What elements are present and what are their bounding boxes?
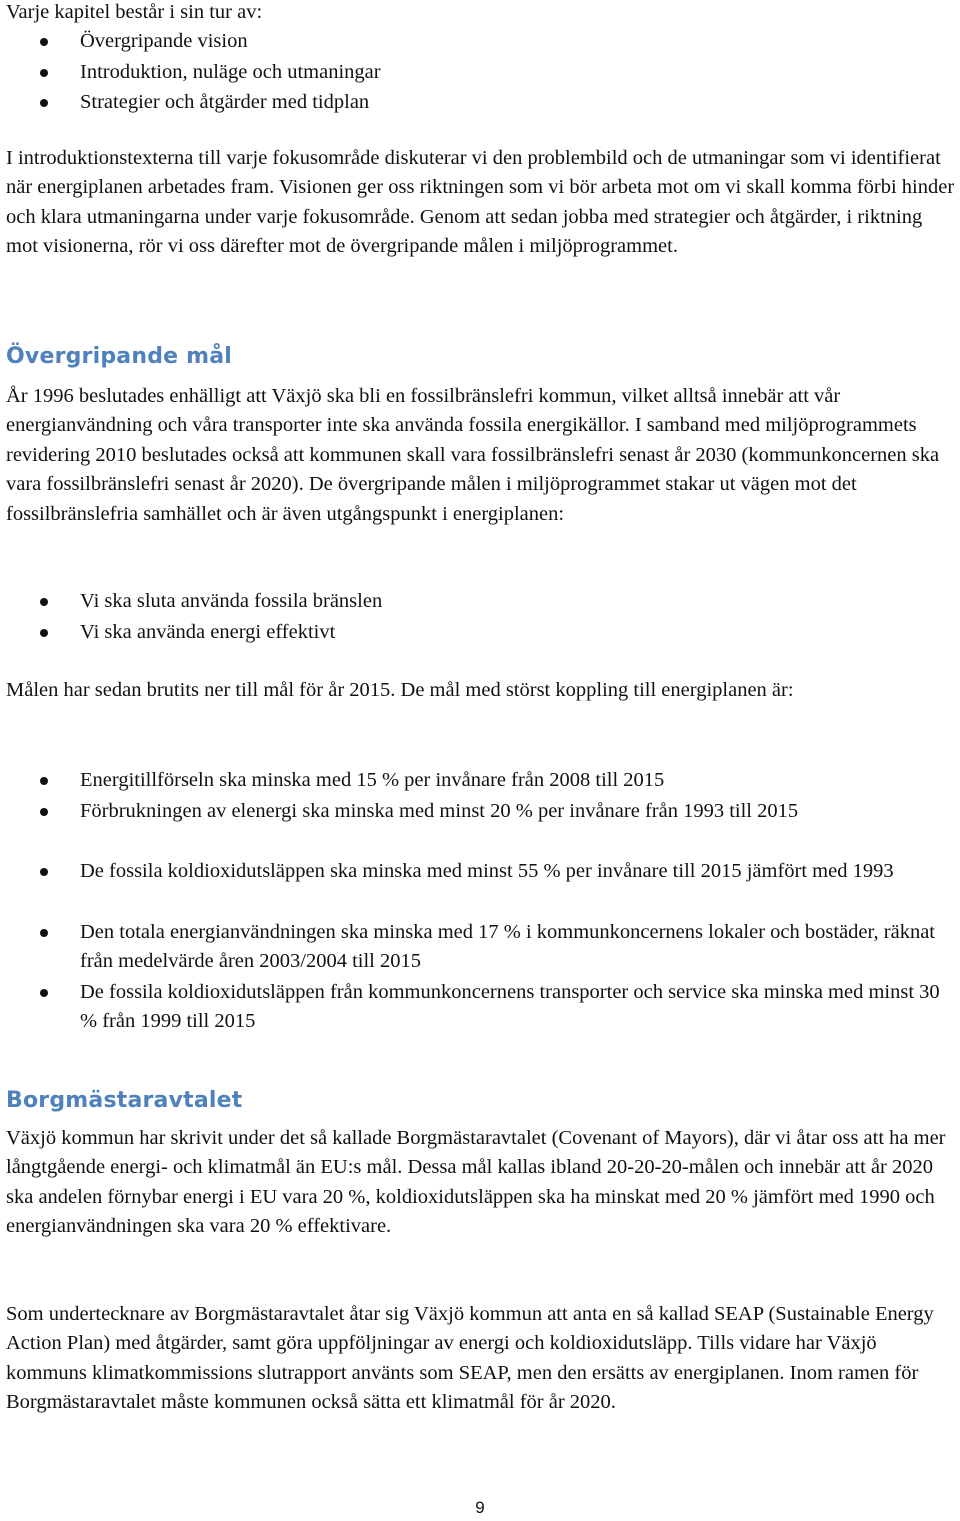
- bullet-icon: [40, 989, 48, 997]
- bullet-icon: [40, 868, 48, 876]
- bullet-icon: [40, 598, 48, 606]
- bullet-icon: [40, 629, 48, 637]
- bullet-icon: [40, 808, 48, 816]
- page-number: 9: [475, 1498, 485, 1517]
- section-heading-borgmastaravtalet: Borgmästaravtalet: [6, 1088, 243, 1113]
- section1-paragraph: År 1996 beslutades enhälligt att Växjö ska bli en fossilbränslefri kommun, vilket alltså innebär att vår energianvändning och våra transporter inte ska använda fossila energikällor. I samband med miljöprogrammets revidering 2010 beslutades också att kommunen skall vara fossilbränslefri senast år 2030 (kommunkoncernen ska vara fossilbränslefri senast år 2020). De övergripande målen i miljöprogrammet stakar ut vägen mot det fossilbränslefria samhället och är även utgångspunkt i energiplanen:: [6, 385, 940, 525]
- section2-paragraph-1: Växjö kommun har skrivit under det så kallade Borgmästaravtalet (Covenant of Mayors), där vi åtar oss att ha mer långtgående energi- och klimatmål än EU:s mål. Dessa mål kallas ibland 20-20-20-målen och innebär att år 2020 ska andelen förnybar energi i EU vara 20 %, koldioxidutsläppen ska ha minskat med 20 % jämfört med 1990 och energianvändningen ska vara 20 % effektivare.: [6, 1127, 946, 1238]
- bullet-icon: [40, 777, 48, 785]
- section2-paragraph-2: Som undertecknare av Borgmästaravtalet åtar sig Växjö kommun att anta en så kallad SEAP (Sustainable Energy Action Plan) med åtgärder, samt göra uppföljningar av energi och koldioxidutsläpp. Tills vidare har Växjö kommuns klimatkommissions slutrapport använts som SEAP, men den ersätts av energiplanen. Inom ramen för Borgmästaravtalet måste kommunen också sätta ett klimatmål för år 2020.: [6, 1303, 934, 1414]
- subgoals-intro: Målen har sedan brutits ner till mål för år 2015. De mål med störst koppling till energiplanen är:: [6, 679, 794, 701]
- section-heading-overgripande-mal: Övergripande mål: [6, 344, 233, 369]
- bullet-icon: [40, 99, 48, 107]
- intro-paragraph: I introduktionstexterna till varje fokusområde diskuterar vi den problembild och de utmaningar som vi identifierat när energiplanen arbetades fram. Visionen ger oss riktningen som vi bör arbeta mot om vi skall komma förbi hinder och klara utmaningarna under varje fokusområde. Genom att sedan jobba med strategier och åtgärder, i riktning mot visionerna, rör vi oss därefter mot de övergripande målen i miljöprogrammet.: [6, 147, 955, 258]
- bullet-icon: [40, 69, 48, 77]
- chapter-intro-line: Varje kapitel består i sin tur av:: [6, 1, 263, 23]
- bullet-icon: [40, 38, 48, 46]
- document-page: Varje kapitel består i sin tur av: Övergripande vision Introduktion, nuläge och utmaningar Strategier och åtgärder med tidplan I introduktionstexterna till varje fokusområde diskuterar vi den problembild och de utmaningar som vi identifierat när energiplanen arbetades fram. Visionen ger oss riktningen som vi bör arbeta mot om vi skall komma förbi hinder och klara utmaningarna under varje fokusområde. Genom att sedan jobba med strategier och åtgärder, i riktning mot visionerna, rör vi oss därefter mot de övergripande målen i miljöprogrammet. Övergripande mål År 1996 beslutades enhälligt att Växjö ska bli en fossilbränslefri kommun, vilket alltså innebär att vår energianvändning och våra transporter inte ska använda fossila energikällor. I samband med miljöprogrammets revidering 2010 beslutades också att kommunen skall vara fossilbränslefri senast år 2030 (kommunkoncernen ska vara fossilbränslefri senast år 2020). De övergripande målen i miljöprogrammet stakar ut vägen mot det fossilbränslefria samhället och är även utgångspunkt i energiplanen: Vi ska sluta använda fossila bränslen Vi ska använda energi effektivt Målen har sedan brutits ner till mål för år 2015. De mål med störst koppling till energiplanen är: Energitillförseln ska minska med 15 % per invånare från 2008 till 2015 Förbrukningen av elenergi ska minska med minst 20 % per invånare från 1993 till 2015 De fossila koldioxidutsläppen ska minska med minst 55 % per invånare till 2015 jämfört med 1993 Den totala energianvändningen ska minska med 17 % i kommunkoncernens lokaler och bostäder, räknat från medelvärde åren 2003/2004 till 2015 De fossila koldioxidutsläppen från kommunkoncernens transporter och service ska minska med minst 30 % från 1999 till 2015 Borgmästaravtalet Växjö kommun har skrivit under det så kallade Borgmästaravtalet (Covenant of Mayors), där vi åtar oss att ha mer långtgående energi- och klimatmål än EU:s mål. Dessa mål kallas ibland 20-20-20-målen och innebär att år 2020 ska andelen förnybar energi i EU vara 20 %, koldioxidutsläppen ska ha minskat med 20 % jämfört med 1990 och energianvändningen ska vara 20 % effektivare. Som undertecknare av Borgmästaravtalet åtar sig Växjö kommun att anta en så kallad SEAP (Sustainable Energy Action Plan) med åtgärder, samt göra uppföljningar av energi och koldioxidutsläpp. Tills vidare har Växjö kommuns klimatkommissions slutrapport använts som SEAP, men den ersätts av energiplanen. Inom ramen för Borgmästaravtalet måste kommunen också sätta ett klimatmål för år 2020. 9: [0, 0, 960, 1521]
- bullet-icon: [40, 929, 48, 937]
